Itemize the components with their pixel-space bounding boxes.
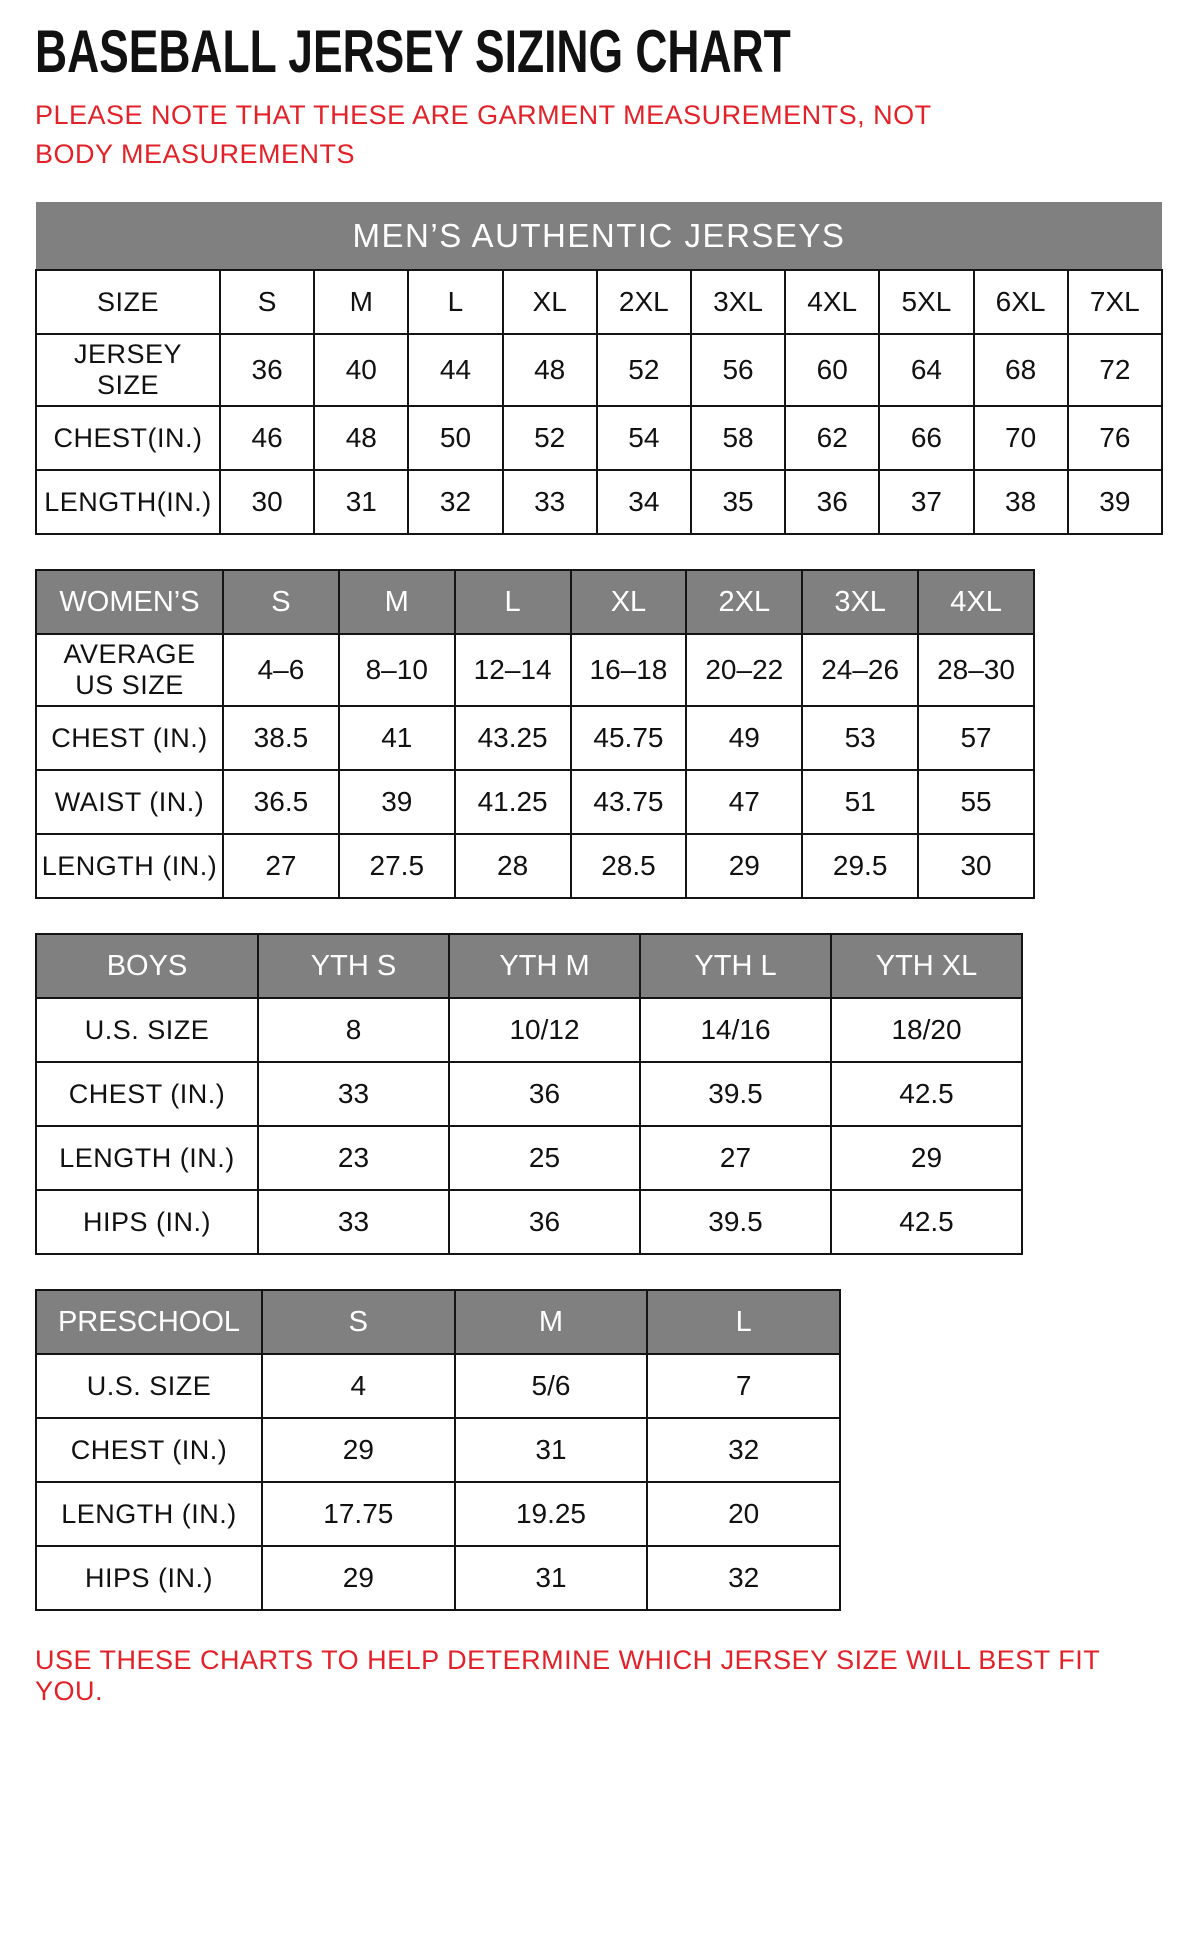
value-cell: 30 [918, 834, 1034, 898]
value-cell: 33 [258, 1190, 449, 1254]
value-cell: 32 [647, 1546, 840, 1610]
value-cell: 49 [686, 706, 802, 770]
value-cell: 29.5 [802, 834, 918, 898]
value-cell: 41 [339, 706, 455, 770]
row-label: U.S. SIZE [36, 1354, 262, 1418]
value-cell: 66 [879, 406, 973, 470]
value-cell: 23 [258, 1126, 449, 1190]
womens-data-row [36, 834, 1034, 898]
value-cell: 48 [503, 334, 597, 406]
value-cell: XL [503, 270, 597, 334]
value-cell: 39.5 [640, 1190, 831, 1254]
value-cell: 53 [802, 706, 918, 770]
value-cell: L [408, 270, 502, 334]
womens-size-header-cell: 2XL [686, 570, 802, 634]
value-cell: 19.25 [455, 1482, 648, 1546]
boys-data-row [36, 1126, 1022, 1190]
value-cell: 37 [879, 470, 973, 534]
value-cell: 39 [339, 770, 455, 834]
value-cell: 45.75 [571, 706, 687, 770]
value-cell: 60 [785, 334, 879, 406]
value-cell: 12–14 [455, 634, 571, 706]
value-cell: 3XL [691, 270, 785, 334]
preschool-data-row [36, 1418, 840, 1482]
womens-size-header-cell: S [223, 570, 339, 634]
value-cell: 28–30 [918, 634, 1034, 706]
value-cell: 76 [1068, 406, 1162, 470]
row-label: JERSEY SIZE [36, 334, 220, 406]
value-cell: 8–10 [339, 634, 455, 706]
value-cell: 29 [831, 1126, 1022, 1190]
mens-data-row [36, 270, 1162, 334]
row-label: SIZE [36, 270, 220, 334]
preschool-header-label: PRESCHOOL [36, 1290, 262, 1354]
value-cell: 30 [220, 470, 314, 534]
value-cell: 62 [785, 406, 879, 470]
value-cell: 32 [647, 1418, 840, 1482]
row-label: LENGTH (IN.) [36, 1482, 262, 1546]
value-cell: 41.25 [455, 770, 571, 834]
value-cell: 48 [314, 406, 408, 470]
boys-size-header-cell: YTH M [449, 934, 640, 998]
boys-data-row [36, 1062, 1022, 1126]
value-cell: 4–6 [223, 634, 339, 706]
boys-size-header-cell: YTH L [640, 934, 831, 998]
preschool-size-header-cell: S [262, 1290, 455, 1354]
boys-size-header-cell: YTH S [258, 934, 449, 998]
value-cell: 14/16 [640, 998, 831, 1062]
womens-data-row [36, 770, 1034, 834]
value-cell: 33 [258, 1062, 449, 1126]
preschool-data-row [36, 1354, 840, 1418]
boys-data-row [36, 998, 1022, 1062]
value-cell: 2XL [597, 270, 691, 334]
value-cell: 28 [455, 834, 571, 898]
boys-header-label: BOYS [36, 934, 258, 998]
value-cell: 31 [455, 1546, 648, 1610]
preschool-sizing-table [35, 1289, 841, 1611]
footer-note: USE THESE CHARTS TO HELP DETERMINE WHICH JERSEY SIZE WILL BEST FIT YOU. [35, 1645, 1100, 1707]
row-label: U.S. SIZE [36, 998, 258, 1062]
mens-sizing-table [35, 202, 1163, 535]
value-cell: 51 [802, 770, 918, 834]
mens-data-row [36, 334, 1162, 406]
value-cell: 36.5 [223, 770, 339, 834]
boys-sizing-table [35, 933, 1023, 1255]
boys-size-header-cell: YTH XL [831, 934, 1022, 998]
mens-banner: MEN’S AUTHENTIC JERSEYS [36, 202, 1162, 270]
row-label: AVERAGE US SIZE [36, 634, 223, 706]
womens-data-row [36, 634, 1034, 706]
preschool-size-header-cell: L [647, 1290, 840, 1354]
value-cell: 6XL [974, 270, 1068, 334]
row-label: LENGTH (IN.) [36, 1126, 258, 1190]
value-cell: 16–18 [571, 634, 687, 706]
value-cell: 27 [640, 1126, 831, 1190]
value-cell: 42.5 [831, 1190, 1022, 1254]
value-cell: 43.25 [455, 706, 571, 770]
garment-measurement-note: PLEASE NOTE THAT THESE ARE GARMENT MEASUREMENTS, NOT BODY MEASUREMENTS [35, 100, 932, 170]
value-cell: 36 [220, 334, 314, 406]
value-cell: 27 [223, 834, 339, 898]
value-cell: 40 [314, 334, 408, 406]
womens-sizing-table [35, 569, 1035, 899]
value-cell: 38 [974, 470, 1068, 534]
mens-banner-row [36, 202, 1162, 270]
value-cell: 46 [220, 406, 314, 470]
womens-size-header-cell: XL [571, 570, 687, 634]
page-title: BASEBALL JERSEY SIZING CHART [35, 18, 791, 85]
value-cell: 29 [686, 834, 802, 898]
value-cell: 36 [449, 1062, 640, 1126]
value-cell: 33 [503, 470, 597, 534]
value-cell: 31 [455, 1418, 648, 1482]
value-cell: 55 [918, 770, 1034, 834]
value-cell: 72 [1068, 334, 1162, 406]
value-cell: 17.75 [262, 1482, 455, 1546]
value-cell: 10/12 [449, 998, 640, 1062]
womens-data-row [36, 706, 1034, 770]
row-label: CHEST(IN.) [36, 406, 220, 470]
womens-size-header-cell: 4XL [918, 570, 1034, 634]
preschool-data-row [36, 1546, 840, 1610]
row-label: LENGTH(IN.) [36, 470, 220, 534]
row-label: HIPS (IN.) [36, 1190, 258, 1254]
value-cell: 4 [262, 1354, 455, 1418]
value-cell: 50 [408, 406, 502, 470]
value-cell: 20–22 [686, 634, 802, 706]
value-cell: 42.5 [831, 1062, 1022, 1126]
preschool-header-row [36, 1290, 840, 1354]
value-cell: 7XL [1068, 270, 1162, 334]
value-cell: 36 [449, 1190, 640, 1254]
value-cell: 29 [262, 1418, 455, 1482]
row-label: CHEST (IN.) [36, 706, 223, 770]
value-cell: 52 [597, 334, 691, 406]
value-cell: 5XL [879, 270, 973, 334]
value-cell: 56 [691, 334, 785, 406]
womens-header-label: WOMEN’S [36, 570, 223, 634]
tables-container [35, 202, 1165, 1611]
value-cell: 64 [879, 334, 973, 406]
boys-header-row [36, 934, 1022, 998]
value-cell: 43.75 [571, 770, 687, 834]
row-label: CHEST (IN.) [36, 1062, 258, 1126]
value-cell: 36 [785, 470, 879, 534]
mens-data-row [36, 470, 1162, 534]
value-cell: 4XL [785, 270, 879, 334]
preschool-size-header-cell: M [455, 1290, 648, 1354]
value-cell: 34 [597, 470, 691, 534]
value-cell: S [220, 270, 314, 334]
row-label: LENGTH (IN.) [36, 834, 223, 898]
value-cell: 52 [503, 406, 597, 470]
value-cell: 5/6 [455, 1354, 648, 1418]
value-cell: 44 [408, 334, 502, 406]
value-cell: 20 [647, 1482, 840, 1546]
value-cell: 8 [258, 998, 449, 1062]
value-cell: 47 [686, 770, 802, 834]
value-cell: 18/20 [831, 998, 1022, 1062]
row-label: WAIST (IN.) [36, 770, 223, 834]
womens-size-header-cell: L [455, 570, 571, 634]
value-cell: 32 [408, 470, 502, 534]
value-cell: 70 [974, 406, 1068, 470]
value-cell: 25 [449, 1126, 640, 1190]
womens-size-header-cell: 3XL [802, 570, 918, 634]
value-cell: 28.5 [571, 834, 687, 898]
value-cell: 68 [974, 334, 1068, 406]
row-label: HIPS (IN.) [36, 1546, 262, 1610]
value-cell: 38.5 [223, 706, 339, 770]
value-cell: 7 [647, 1354, 840, 1418]
value-cell: 39.5 [640, 1062, 831, 1126]
boys-data-row [36, 1190, 1022, 1254]
value-cell: 35 [691, 470, 785, 534]
value-cell: 58 [691, 406, 785, 470]
value-cell: 54 [597, 406, 691, 470]
value-cell: 29 [262, 1546, 455, 1610]
preschool-data-row [36, 1482, 840, 1546]
mens-data-row [36, 406, 1162, 470]
value-cell: 24–26 [802, 634, 918, 706]
value-cell: M [314, 270, 408, 334]
value-cell: 57 [918, 706, 1034, 770]
value-cell: 27.5 [339, 834, 455, 898]
womens-size-header-cell: M [339, 570, 455, 634]
value-cell: 31 [314, 470, 408, 534]
value-cell: 39 [1068, 470, 1162, 534]
row-label: CHEST (IN.) [36, 1418, 262, 1482]
womens-header-row [36, 570, 1034, 634]
